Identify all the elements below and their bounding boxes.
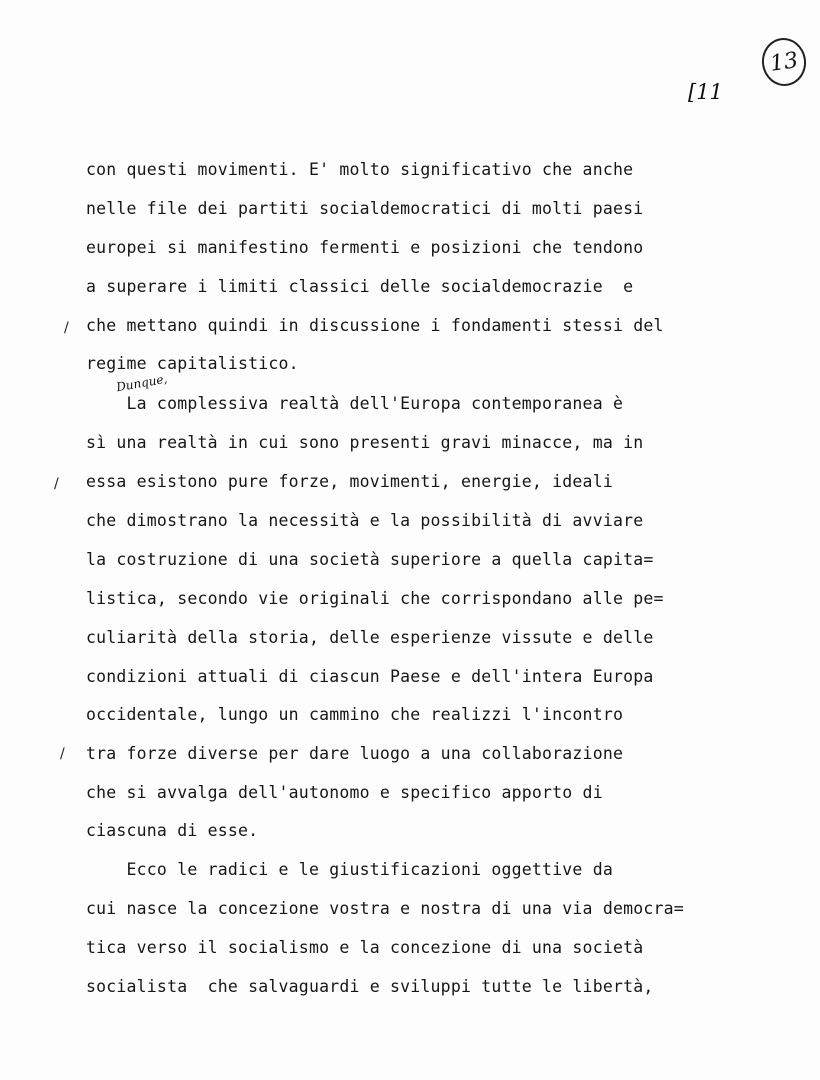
text-line-20: cui nasce la concezione vostra e nostra di una via democra= <box>86 899 684 918</box>
text-line-3: europei si manifestino fermenti e posizioni che tendono <box>86 238 644 257</box>
text-line-15: occidentale, lungo un cammino che realizzi l'incontro <box>86 705 624 724</box>
text-line-19: Ecco le radici e le giustificazioni oggettive da <box>86 860 613 879</box>
text-line-5: che mettano quindi in discussione i fondamenti stessi del <box>86 316 664 335</box>
text-line-16: tra forze diverse per dare luogo a una collaborazione <box>86 744 624 763</box>
text-line-18: ciascuna di esse. <box>86 821 259 840</box>
text-line-8: sì una realtà in cui sono presenti gravi minacce, ma in <box>86 433 644 452</box>
text-line-21: tica verso il socialismo e la concezione di una società <box>86 938 644 957</box>
text-line-2: nelle file dei partiti socialdemocratici di molti paesi <box>86 199 644 218</box>
margin-mark-3: / <box>60 746 65 762</box>
text-line-7: La complessiva realtà dell'Europa contemporanea è <box>86 394 624 413</box>
text-line-12: listica, secondo vie originali che corrispondano alle pe= <box>86 589 664 608</box>
folio-number: [11 <box>688 80 723 104</box>
text-line-1: con questi movimenti. E' molto significativo che anche <box>86 160 634 179</box>
circled-page-number <box>759 35 809 89</box>
margin-mark-1: / <box>64 320 69 336</box>
text-line-9: essa esistono pure forze, movimenti, energie, ideali <box>86 472 613 491</box>
text-line-10: che dimostrano la necessità e la possibilità di avviare <box>86 511 644 530</box>
text-line-4: a superare i limiti classici delle socialdemocrazie e <box>86 277 634 296</box>
text-line-22: socialista che salvaguardi e sviluppi tutte le libertà, <box>86 977 654 996</box>
text-line-14: condizioni attuali di ciascun Paese e dell'intera Europa <box>86 667 654 686</box>
text-line-17: che si avvalga dell'autonomo e specifico apporto di <box>86 783 603 802</box>
text-line-6: regime capitalistico. <box>86 354 299 373</box>
text-line-11: la costruzione di una società superiore a quella capita= <box>86 550 654 569</box>
text-line-13: culiarità della storia, delle esperienze vissute e delle <box>86 628 654 647</box>
circled-page-number-text: 13 <box>768 47 800 77</box>
handwritten-insertion: Dunque, <box>115 371 169 395</box>
margin-mark-2: / <box>54 476 59 492</box>
